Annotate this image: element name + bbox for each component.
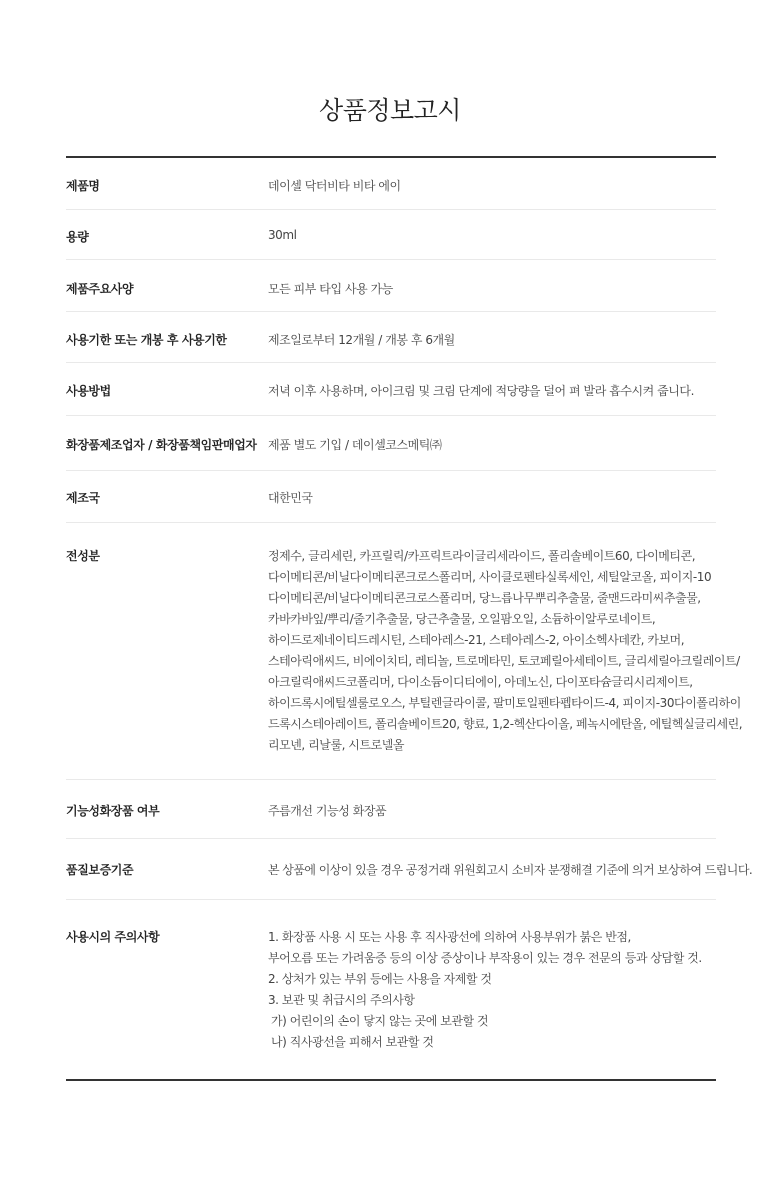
ingredients-line: 하이드록시에틸셀룰로오스, 부틸렌글라이콜, 팔미토일펜타펩타이드-4, 피이지-30다이폴리하이	[268, 696, 741, 710]
ingredients-line: 드록시스테아레이트, 폴리솔베이트20, 향료, 1,2-헥산다이올, 페녹시에탄올, 에틸헥실글리세린,	[268, 717, 743, 731]
ingredients-line: 리모넨, 리날룰, 시트로넬올	[268, 738, 405, 752]
row-volume	[66, 210, 716, 260]
row-ingredients	[66, 523, 743, 780]
row-manufacturer	[66, 416, 716, 471]
ingredients-line: 다이메티콘/비닐다이메티콘크로스폴리머, 사이클로펜타실록세인, 세틸알코올, 피이지-10	[268, 570, 712, 584]
precaution-line: 1. 화장품 사용 시 또는 사용 후 직사광선에 의하여 사용부위가 붉은 반점,	[268, 930, 631, 944]
row-value: 모든 피부 타입 사용 가능	[268, 282, 393, 296]
row-usage	[66, 363, 716, 416]
ingredients-line: 다이메티콘/비닐다이메티콘크로스폴리머, 당느릅나무뿌리추출물, 줄맨드라미씨추출물,	[268, 591, 701, 605]
row-expiry	[66, 312, 716, 363]
precautions-list	[268, 927, 716, 1053]
row-label: 품질보증기준	[66, 863, 134, 877]
precaution-line: 3. 보관 및 취급시의 주의사항	[268, 993, 415, 1007]
ingredients-line: 정제수, 글리세린, 카프릴릭/카프릭트라이글리세라이드, 폴리솔베이트60, 다이메티콘,	[268, 549, 696, 563]
precaution-line: 가) 어린이의 손이 닿지 않는 곳에 보관할 것	[271, 1014, 489, 1028]
row-functional	[66, 780, 716, 839]
row-label: 용량	[66, 230, 89, 244]
row-quality	[66, 839, 753, 900]
row-label: 전성분	[66, 549, 100, 563]
precaution-line: 나) 직사광선을 피해서 보관할 것	[271, 1035, 434, 1049]
row-country	[66, 471, 716, 523]
row-value: 30ml	[268, 228, 297, 242]
row-value: 본 상품에 이상이 있을 경우 공정거래 위원회고시 소비자 분쟁해결 기준에 의거 보상하여 드립니다.	[268, 863, 753, 877]
row-value: 데이셀 닥터비타 비타 에이	[268, 179, 401, 193]
row-value: 저녁 이후 사용하며, 아이크림 및 크림 단계에 적당량을 덜어 펴 발라 흡수시켜 줍니다.	[268, 384, 694, 398]
row-label: 제품주요사양	[66, 282, 134, 296]
row-value: 제품 별도 기입 / 데이셀코스메틱㈜	[268, 438, 442, 452]
row-label: 사용방법	[66, 384, 111, 398]
row-label: 제품명	[66, 179, 100, 193]
product-info-table	[66, 156, 753, 1081]
precaution-line: 부어오름 또는 가려움증 등의 이상 증상이나 부작용이 있는 경우 전문의 등과 상담할 것.	[268, 951, 702, 965]
row-label: 화장품제조업자 / 화장품책임판매업자	[66, 438, 257, 452]
row-label: 사용시의 주의사항	[66, 930, 160, 944]
row-main-spec	[66, 260, 716, 312]
row-value: 제조일로부터 12개월 / 개봉 후 6개월	[268, 333, 455, 347]
row-label: 기능성화장품 여부	[66, 804, 160, 818]
row-label: 사용기한 또는 개봉 후 사용기한	[66, 333, 227, 347]
ingredients-line: 카바카바잎/뿌리/줄기추출물, 당근추출물, 오일팜오일, 소듐하이알루로네이트,	[268, 612, 656, 626]
page-title: 상품정보고시	[319, 96, 461, 125]
row-precautions	[66, 900, 716, 1079]
row-product-name	[66, 158, 716, 210]
row-value: 대한민국	[268, 491, 313, 505]
precaution-line: 2. 상처가 있는 부위 등에는 사용을 자제할 것	[268, 972, 492, 986]
row-value: 주름개선 기능성 화장품	[268, 804, 387, 818]
row-label: 제조국	[66, 491, 100, 505]
ingredients-line: 아크릴릭애씨드코폴리머, 다이소듐이디티에이, 아데노신, 다이포타슘글리시리제이트,	[268, 675, 693, 689]
ingredients-line: 하이드로제네이티드레시틴, 스테아레스-21, 스테아레스-2, 아이소헥사데칸, 카보머,	[268, 633, 685, 647]
ingredients-line: 스테아릭애씨드, 비에이치티, 레티놀, 트로메타민, 토코페릴아세테이트, 글리세릴아크릴레이트/	[268, 654, 740, 668]
ingredients-list	[268, 546, 742, 756]
